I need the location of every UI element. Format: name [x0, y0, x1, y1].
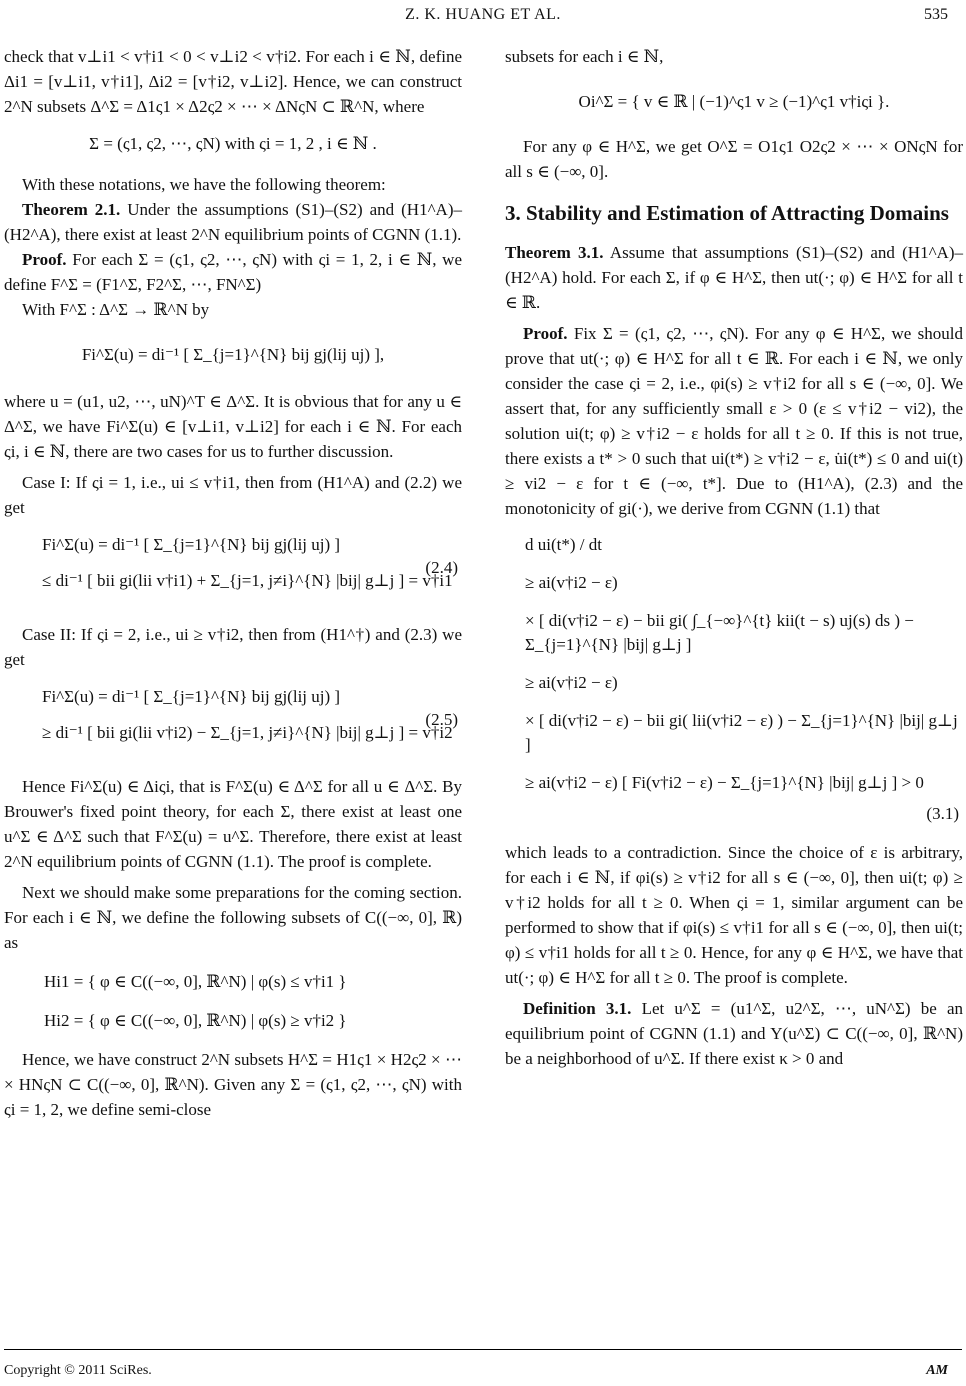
- left-column: [4, 44, 462, 1122]
- equation-2-5: [4, 686, 462, 754]
- definition-label: Definition 3.1.: [523, 999, 632, 1018]
- equation-line: Fi^Σ(u) = di⁻¹ [ Σ_{j=1}^{N} bij gj(lij uj) ]: [42, 687, 341, 706]
- equation-line: ≥ ai(v†i2 − ε): [525, 573, 618, 592]
- paragraph: Case I: If ςi = 1, i.e., ui ≤ v†i1, then from (H1^A) and (2.2) we get: [4, 473, 462, 517]
- equation-line: ≥ di⁻¹ [ bii gi(lii v†i2) − Σ_{j=1, j≠i}^{N} |bij| g⊥j ] = v†i2: [42, 723, 453, 742]
- theorem-2-1: [4, 197, 462, 247]
- theorem-label: Theorem 3.1.: [505, 243, 604, 262]
- equation-number: (2.4): [425, 558, 458, 577]
- paragraph: With these notations, we have the following theorem:: [22, 175, 386, 194]
- page-footer: [0, 1358, 966, 1382]
- right-column: [505, 44, 963, 1071]
- paragraph: Next we should make some preparations for the coming section. For each i ∈ ℕ, we define the following subsets of C((−∞, 0], ℝ) as: [4, 883, 462, 952]
- footer-rule: [4, 1349, 962, 1350]
- paragraph: Hence, we have construct 2^N subsets H^Σ = H1ς1 × H2ς2 × ⋯ × HNςN ⊂ C((−∞, 0], ℝ^N). Given any Σ = (ς1, ς2, ⋯, ςN) with ςi = 1, 2, we define semi-close: [4, 1050, 462, 1119]
- equation-line: × [ di(v†i2 − ε) − bii gi( lii(v†i2 − ε) ) − Σ_{j=1}^{N} |bij| g⊥j ]: [525, 711, 958, 754]
- paragraph: Hence Fi^Σ(u) ∈ Δiςi, that is F^Σ(u) ∈ Δ^Σ for all u ∈ Δ^Σ. By Brouwer's fixed point theory, for each Σ, there exist at least one u^Σ ∈ Δ^Σ such that F^Σ(u) = u^Σ. Therefore, there exist at least 2^N equilibrium points of CGNN (1.1). The proof is complete.: [4, 777, 462, 871]
- equation-F: Fi^Σ(u) = di⁻¹ [ Σ_{j=1}^{N} bij gj(lij uj) ],: [81, 345, 385, 364]
- page-number: 535: [924, 6, 948, 23]
- equation-number: (2.5): [425, 710, 458, 729]
- proof: [505, 321, 963, 521]
- paragraph: check that v⊥i1 < v†i1 < 0 < v⊥i2 < v†i2. For each i ∈ ℕ, define Δi1 = [v⊥i1, v†i1], Δi2 = [v†i2, v⊥i2]. Hence, we can construct 2^N subsets Δ^Σ = Δ1ς1 × Δ2ς2 × ⋯ × ΔNςN ⊂ ℝ^N, where: [4, 47, 462, 116]
- equation-2-4: [4, 534, 462, 602]
- definition-3-1: [505, 996, 963, 1071]
- paragraph: For any φ ∈ H^Σ, we get O^Σ = O1ς1 O2ς2 × ⋯ × ONςN for all s ∈ (−∞, 0].: [505, 137, 963, 181]
- journal-abbrev: AM: [926, 1363, 948, 1378]
- theorem-3-1: [505, 240, 963, 315]
- proof-text: For each Σ = (ς1, ς2, ⋯, ςN) with ςi = 1, 2, i ∈ ℕ, we define F^Σ = (F1^Σ, F2^Σ, ⋯, FN^Σ): [4, 250, 463, 294]
- running-title: Z. K. HUANG ET AL.: [405, 6, 561, 23]
- equation-number: (3.1): [926, 804, 959, 823]
- proof: [4, 247, 462, 297]
- running-header: [0, 2, 966, 26]
- paragraph: where u = (u1, u2, ⋯, uN)^T ∈ Δ^Σ. It is obvious that for any u ∈ Δ^Σ, we have Fi^Σ(u) ∈ [v⊥i1, v⊥i2] for each i ∈ ℕ. For each ςi, i ∈ ℕ, there are two cases for us to further discussion.: [4, 392, 462, 461]
- paragraph: subsets for each i ∈ ℕ,: [505, 47, 664, 66]
- equation-O: Oi^Σ = { v ∈ ℝ | (−1)^ς1 v ≥ (−1)^ς1 v†iςi }.: [578, 92, 890, 111]
- equation-H: [44, 969, 462, 1033]
- paragraph: With F^Σ : Δ^Σ → ℝ^N by: [22, 300, 210, 319]
- section-heading: 3. Stability and Estimation of Attracting Domains: [505, 201, 949, 225]
- copyright: Copyright © 2011 SciRes.: [4, 1363, 152, 1378]
- proof-text: Fix Σ = (ς1, ς2, ⋯, ςN). For any φ ∈ H^Σ, we should prove that ut(·; φ) ∈ H^Σ for all t ∈ ℝ. For each i ∈ ℕ, we only consider the case ςi = 2, i.e., φi(s) ≥ v†i2 for all s ∈ (−∞, 0]. We assert that, for any sufficiently small ε > 0 (ε ≤ v†i2 − vi2), the solution ui(t; φ) ≥ v†i2 − ε holds for all t ≥ 0. If this is not true, there exists a t* > 0 such that ui(t*) ≥ v†i2 − ε, u̇i(t*) ≤ 0 and ui(t) ≥ vi2 − ε for t ∈ (−∞, t*]. Due to (H1^A), (2.3) and the monotonicity of gi(·), we derive from CGNN (1.1) that: [505, 324, 963, 518]
- definition-text: Let u^Σ = (u1^Σ, u2^Σ, ⋯, uN^Σ) be an equilibrium point of CGNN (1.1) and Y(u^Σ) ⊂ C((−∞, 0], ℝ^N) be a neighborhood of u^Σ. If there exist κ > 0 and: [505, 999, 964, 1068]
- equation-3-1: [525, 533, 963, 795]
- equation-line: ≥ ai(v†i2 − ε): [525, 673, 618, 692]
- equation-line: Hi2 = { φ ∈ C((−∞, 0], ℝ^N) | φ(s) ≥ v†i2 }: [44, 1011, 347, 1030]
- paragraph: Case II: If ςi = 2, i.e., ui ≥ v†i2, then from (H1^†) and (2.3) we get: [4, 625, 462, 669]
- theorem-text: Assume that assumptions (S1)–(S2) and (H1^A)–(H2^A) hold. For each Σ, if φ ∈ H^Σ, then ut(·; φ) ∈ H^Σ for all t ∈ ℝ.: [505, 243, 963, 312]
- equation-line: d ui(t*) / dt: [525, 535, 602, 554]
- equation-line: × [ di(v†i2 − ε) − bii gi( ∫_{−∞}^{t} kii(t − s) uj(s) ds ) − Σ_{j=1}^{N} |bij| g⊥j ]: [525, 611, 914, 654]
- equation-sigma: Σ = (ς1, ς2, ⋯, ςN) with ςi = 1, 2 , i ∈ ℕ .: [89, 134, 377, 153]
- equation-line: ≥ ai(v†i2 − ε) [ Fi(v†i2 − ε) − Σ_{j=1}^{N} |bij| g⊥j ] > 0: [525, 773, 924, 792]
- theorem-label: Theorem 2.1.: [22, 200, 121, 219]
- proof-label: Proof.: [22, 250, 67, 269]
- proof-label: Proof.: [523, 324, 568, 343]
- theorem-text: Under the assumptions (S1)–(S2) and (H1^A)–(H2^A), there exist at least 2^N equilibrium points of CGNN (1.1).: [4, 200, 462, 244]
- equation-line: Fi^Σ(u) = di⁻¹ [ Σ_{j=1}^{N} bij gj(lij uj) ]: [42, 535, 341, 554]
- paragraph: which leads to a contradiction. Since the choice of ε is arbitrary, for each i ∈ ℕ, if φi(s) ≥ v†i2 for all s ∈ (−∞, 0], then ui(t; φ) ≥ v†i2 holds for all t ≥ 0. When ςi = 1, similar argument can be performed to show that if φi(s) ≤ v†i1 for all s ∈ (−∞, 0], then ui(t; φ) ≤ v†i1 holds for all t ≥ 0. Hence, for any φ ∈ H^Σ, we have that ut(·; φ) ∈ H^Σ for all t ≥ 0. The proof is complete.: [505, 843, 963, 987]
- equation-line: Hi1 = { φ ∈ C((−∞, 0], ℝ^N) | φ(s) ≤ v†i1 }: [44, 972, 347, 991]
- equation-line: ≤ di⁻¹ [ bii gi(lii v†i1) + Σ_{j=1, j≠i}^{N} |bij| g⊥j ] = v†i1: [42, 571, 453, 590]
